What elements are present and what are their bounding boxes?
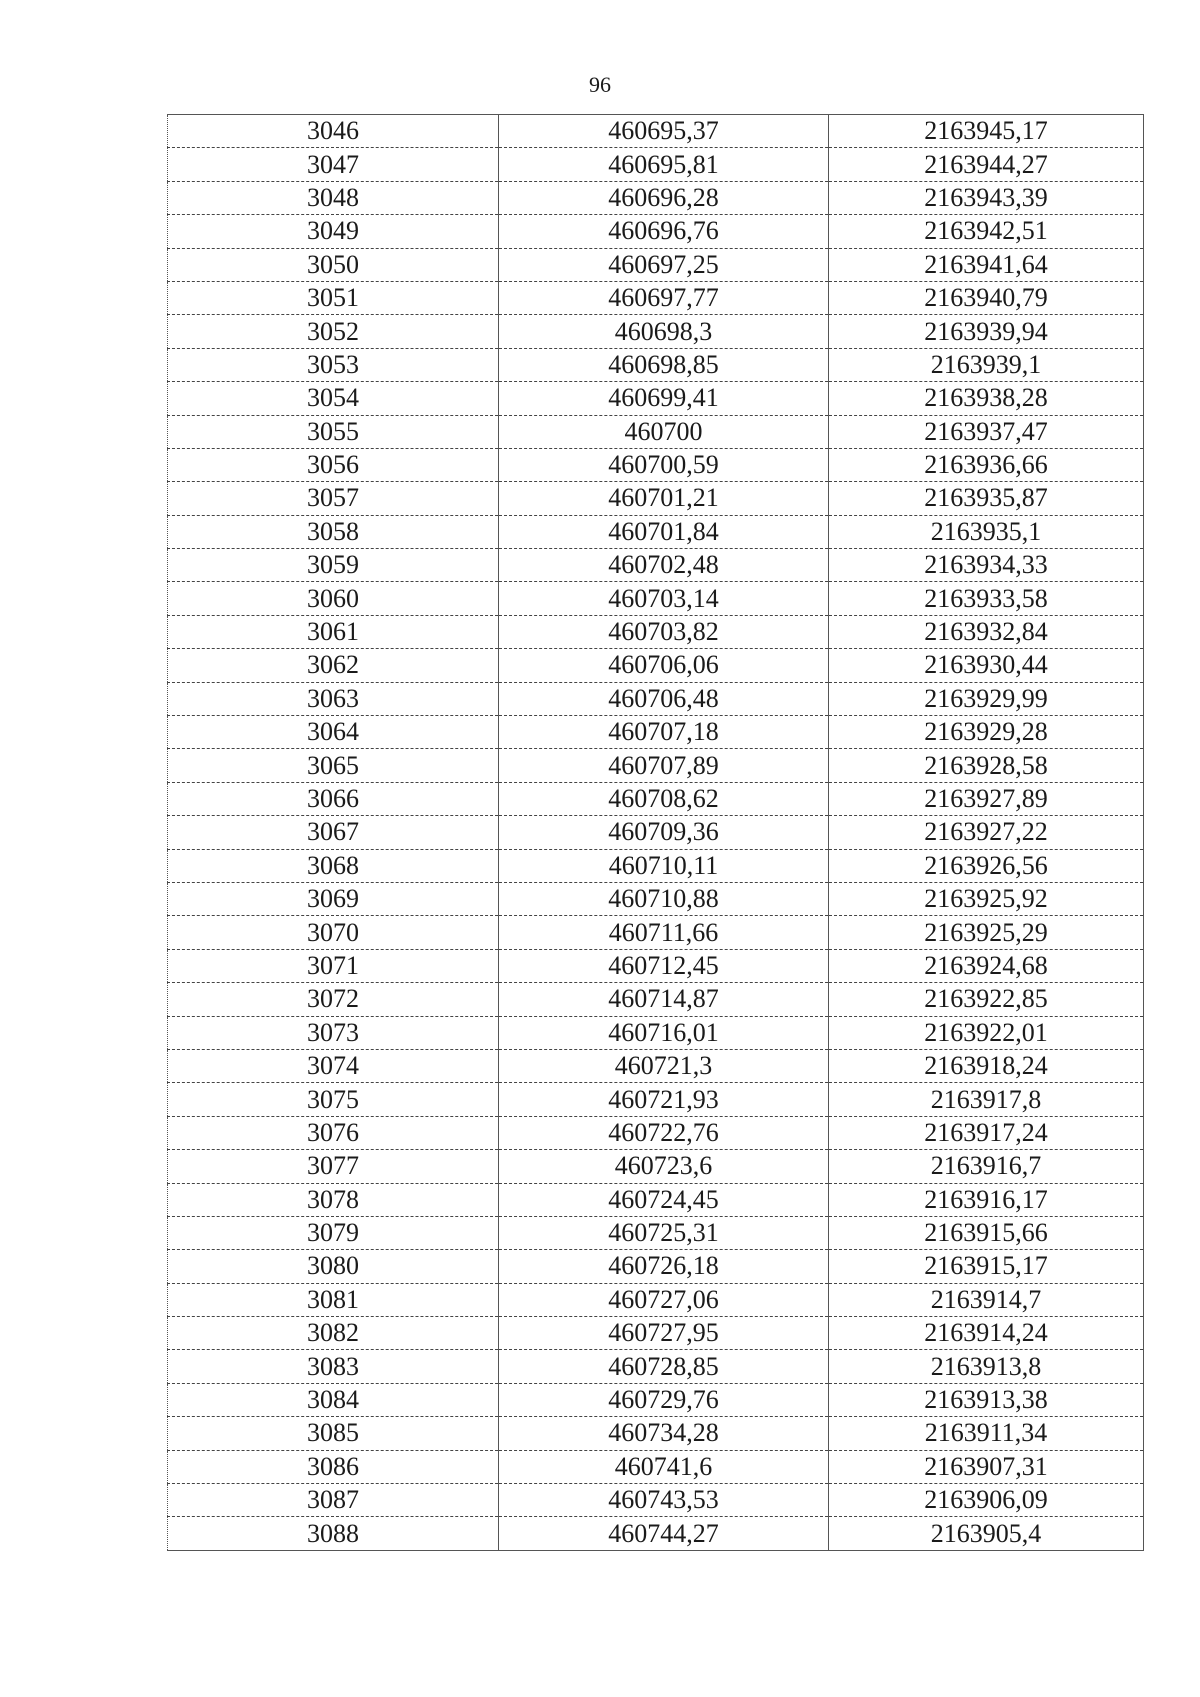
point-number-cell: 3048: [168, 181, 499, 214]
x-coordinate-cell: 460723,6: [499, 1150, 829, 1183]
x-coordinate-cell: 460729,76: [499, 1383, 829, 1416]
point-number-cell: 3083: [168, 1350, 499, 1383]
table-row: [168, 1216, 1144, 1249]
y-coordinate-cell: 2163905,4: [829, 1517, 1144, 1550]
table-row: [168, 248, 1144, 281]
point-number-cell: 3065: [168, 749, 499, 782]
y-coordinate-cell: 2163928,58: [829, 749, 1144, 782]
x-coordinate-cell: 460725,31: [499, 1216, 829, 1249]
table-row: [168, 348, 1144, 381]
y-coordinate-cell: 2163935,1: [829, 515, 1144, 548]
point-number-cell: 3076: [168, 1116, 499, 1149]
table-row: [168, 983, 1144, 1016]
y-coordinate-cell: 2163917,24: [829, 1116, 1144, 1149]
table-row: [168, 1383, 1144, 1416]
y-coordinate-cell: 2163927,89: [829, 782, 1144, 815]
table-row: [168, 882, 1144, 915]
table-row: [168, 1283, 1144, 1316]
x-coordinate-cell: 460696,76: [499, 215, 829, 248]
table-row: [168, 1049, 1144, 1082]
point-number-cell: 3053: [168, 348, 499, 381]
x-coordinate-cell: 460697,77: [499, 281, 829, 314]
point-number-cell: 3070: [168, 916, 499, 949]
table-row: [168, 582, 1144, 615]
table-row: [168, 1150, 1144, 1183]
point-number-cell: 3087: [168, 1484, 499, 1517]
y-coordinate-cell: 2163929,28: [829, 716, 1144, 749]
y-coordinate-cell: 2163906,09: [829, 1484, 1144, 1517]
table-row: [168, 1450, 1144, 1483]
x-coordinate-cell: 460734,28: [499, 1417, 829, 1450]
x-coordinate-cell: 460708,62: [499, 782, 829, 815]
table-row: [168, 1484, 1144, 1517]
y-coordinate-cell: 2163914,24: [829, 1317, 1144, 1350]
y-coordinate-cell: 2163942,51: [829, 215, 1144, 248]
point-number-cell: 3088: [168, 1517, 499, 1550]
y-coordinate-cell: 2163933,58: [829, 582, 1144, 615]
point-number-cell: 3059: [168, 549, 499, 582]
x-coordinate-cell: 460695,81: [499, 148, 829, 181]
x-coordinate-cell: 460741,6: [499, 1450, 829, 1483]
x-coordinate-cell: 460727,06: [499, 1283, 829, 1316]
point-number-cell: 3058: [168, 515, 499, 548]
coordinates-table: [167, 114, 1144, 1551]
table-row: [168, 949, 1144, 982]
table-row: [168, 215, 1144, 248]
point-number-cell: 3077: [168, 1150, 499, 1183]
table-row: [168, 682, 1144, 715]
point-number-cell: 3049: [168, 215, 499, 248]
table-row: [168, 181, 1144, 214]
y-coordinate-cell: 2163913,38: [829, 1383, 1144, 1416]
y-coordinate-cell: 2163914,7: [829, 1283, 1144, 1316]
x-coordinate-cell: 460727,95: [499, 1317, 829, 1350]
table-row: [168, 482, 1144, 515]
x-coordinate-cell: 460724,45: [499, 1183, 829, 1216]
table-row: [168, 1016, 1144, 1049]
point-number-cell: 3054: [168, 382, 499, 415]
table-row: [168, 849, 1144, 882]
y-coordinate-cell: 2163939,94: [829, 315, 1144, 348]
y-coordinate-cell: 2163916,17: [829, 1183, 1144, 1216]
x-coordinate-cell: 460703,14: [499, 582, 829, 615]
table-row: [168, 515, 1144, 548]
point-number-cell: 3056: [168, 448, 499, 481]
point-number-cell: 3061: [168, 615, 499, 648]
y-coordinate-cell: 2163941,64: [829, 248, 1144, 281]
x-coordinate-cell: 460721,93: [499, 1083, 829, 1116]
y-coordinate-cell: 2163944,27: [829, 148, 1144, 181]
table-row: [168, 1317, 1144, 1350]
coordinates-table-body: [168, 115, 1144, 1551]
y-coordinate-cell: 2163938,28: [829, 382, 1144, 415]
table-row: [168, 1083, 1144, 1116]
y-coordinate-cell: 2163924,68: [829, 949, 1144, 982]
x-coordinate-cell: 460721,3: [499, 1049, 829, 1082]
x-coordinate-cell: 460706,06: [499, 649, 829, 682]
point-number-cell: 3074: [168, 1049, 499, 1082]
table-row: [168, 716, 1144, 749]
point-number-cell: 3051: [168, 281, 499, 314]
x-coordinate-cell: 460726,18: [499, 1250, 829, 1283]
y-coordinate-cell: 2163916,7: [829, 1150, 1144, 1183]
table-row: [168, 1116, 1144, 1149]
point-number-cell: 3050: [168, 248, 499, 281]
y-coordinate-cell: 2163926,56: [829, 849, 1144, 882]
x-coordinate-cell: 460695,37: [499, 115, 829, 148]
y-coordinate-cell: 2163940,79: [829, 281, 1144, 314]
point-number-cell: 3071: [168, 949, 499, 982]
x-coordinate-cell: 460698,85: [499, 348, 829, 381]
y-coordinate-cell: 2163934,33: [829, 549, 1144, 582]
table-row: [168, 148, 1144, 181]
y-coordinate-cell: 2163907,31: [829, 1450, 1144, 1483]
point-number-cell: 3068: [168, 849, 499, 882]
table-row: [168, 1183, 1144, 1216]
table-row: [168, 782, 1144, 815]
point-number-cell: 3073: [168, 1016, 499, 1049]
x-coordinate-cell: 460706,48: [499, 682, 829, 715]
y-coordinate-cell: 2163922,01: [829, 1016, 1144, 1049]
point-number-cell: 3079: [168, 1216, 499, 1249]
x-coordinate-cell: 460710,88: [499, 882, 829, 915]
x-coordinate-cell: 460703,82: [499, 615, 829, 648]
x-coordinate-cell: 460702,48: [499, 549, 829, 582]
x-coordinate-cell: 460697,25: [499, 248, 829, 281]
table-row: [168, 615, 1144, 648]
point-number-cell: 3075: [168, 1083, 499, 1116]
x-coordinate-cell: 460707,89: [499, 749, 829, 782]
point-number-cell: 3085: [168, 1417, 499, 1450]
point-number-cell: 3063: [168, 682, 499, 715]
point-number-cell: 3060: [168, 582, 499, 615]
point-number-cell: 3080: [168, 1250, 499, 1283]
point-number-cell: 3047: [168, 148, 499, 181]
table-row: [168, 448, 1144, 481]
table-row: [168, 1417, 1144, 1450]
x-coordinate-cell: 460722,76: [499, 1116, 829, 1149]
x-coordinate-cell: 460707,18: [499, 716, 829, 749]
point-number-cell: 3081: [168, 1283, 499, 1316]
point-number-cell: 3084: [168, 1383, 499, 1416]
x-coordinate-cell: 460716,01: [499, 1016, 829, 1049]
point-number-cell: 3057: [168, 482, 499, 515]
table-row: [168, 549, 1144, 582]
y-coordinate-cell: 2163930,44: [829, 649, 1144, 682]
y-coordinate-cell: 2163925,29: [829, 916, 1144, 949]
x-coordinate-cell: 460728,85: [499, 1350, 829, 1383]
x-coordinate-cell: 460700,59: [499, 448, 829, 481]
x-coordinate-cell: 460701,21: [499, 482, 829, 515]
x-coordinate-cell: 460696,28: [499, 181, 829, 214]
y-coordinate-cell: 2163917,8: [829, 1083, 1144, 1116]
point-number-cell: 3064: [168, 716, 499, 749]
table-row: [168, 115, 1144, 148]
table-row: [168, 281, 1144, 314]
point-number-cell: 3066: [168, 782, 499, 815]
table-row: [168, 1517, 1144, 1550]
point-number-cell: 3072: [168, 983, 499, 1016]
point-number-cell: 3069: [168, 882, 499, 915]
y-coordinate-cell: 2163927,22: [829, 816, 1144, 849]
page-number: 96: [589, 72, 611, 97]
y-coordinate-cell: 2163935,87: [829, 482, 1144, 515]
table-row: [168, 315, 1144, 348]
point-number-cell: 3055: [168, 415, 499, 448]
y-coordinate-cell: 2163913,8: [829, 1350, 1144, 1383]
x-coordinate-cell: 460714,87: [499, 983, 829, 1016]
point-number-cell: 3078: [168, 1183, 499, 1216]
table-row: [168, 415, 1144, 448]
table-row: [168, 649, 1144, 682]
table-row: [168, 1350, 1144, 1383]
point-number-cell: 3062: [168, 649, 499, 682]
y-coordinate-cell: 2163936,66: [829, 448, 1144, 481]
x-coordinate-cell: 460712,45: [499, 949, 829, 982]
x-coordinate-cell: 460711,66: [499, 916, 829, 949]
point-number-cell: 3067: [168, 816, 499, 849]
y-coordinate-cell: 2163929,99: [829, 682, 1144, 715]
x-coordinate-cell: 460709,36: [499, 816, 829, 849]
point-number-cell: 3046: [168, 115, 499, 148]
table-row: [168, 749, 1144, 782]
x-coordinate-cell: 460699,41: [499, 382, 829, 415]
x-coordinate-cell: 460701,84: [499, 515, 829, 548]
table-row: [168, 1250, 1144, 1283]
y-coordinate-cell: 2163945,17: [829, 115, 1144, 148]
y-coordinate-cell: 2163925,92: [829, 882, 1144, 915]
table-row: [168, 816, 1144, 849]
x-coordinate-cell: 460743,53: [499, 1484, 829, 1517]
y-coordinate-cell: 2163915,17: [829, 1250, 1144, 1283]
x-coordinate-cell: 460700: [499, 415, 829, 448]
point-number-cell: 3082: [168, 1317, 499, 1350]
table-row: [168, 382, 1144, 415]
point-number-cell: 3086: [168, 1450, 499, 1483]
y-coordinate-cell: 2163918,24: [829, 1049, 1144, 1082]
x-coordinate-cell: 460698,3: [499, 315, 829, 348]
table-row: [168, 916, 1144, 949]
point-number-cell: 3052: [168, 315, 499, 348]
y-coordinate-cell: 2163911,34: [829, 1417, 1144, 1450]
y-coordinate-cell: 2163943,39: [829, 181, 1144, 214]
y-coordinate-cell: 2163937,47: [829, 415, 1144, 448]
x-coordinate-cell: 460710,11: [499, 849, 829, 882]
y-coordinate-cell: 2163915,66: [829, 1216, 1144, 1249]
y-coordinate-cell: 2163939,1: [829, 348, 1144, 381]
x-coordinate-cell: 460744,27: [499, 1517, 829, 1550]
y-coordinate-cell: 2163922,85: [829, 983, 1144, 1016]
y-coordinate-cell: 2163932,84: [829, 615, 1144, 648]
